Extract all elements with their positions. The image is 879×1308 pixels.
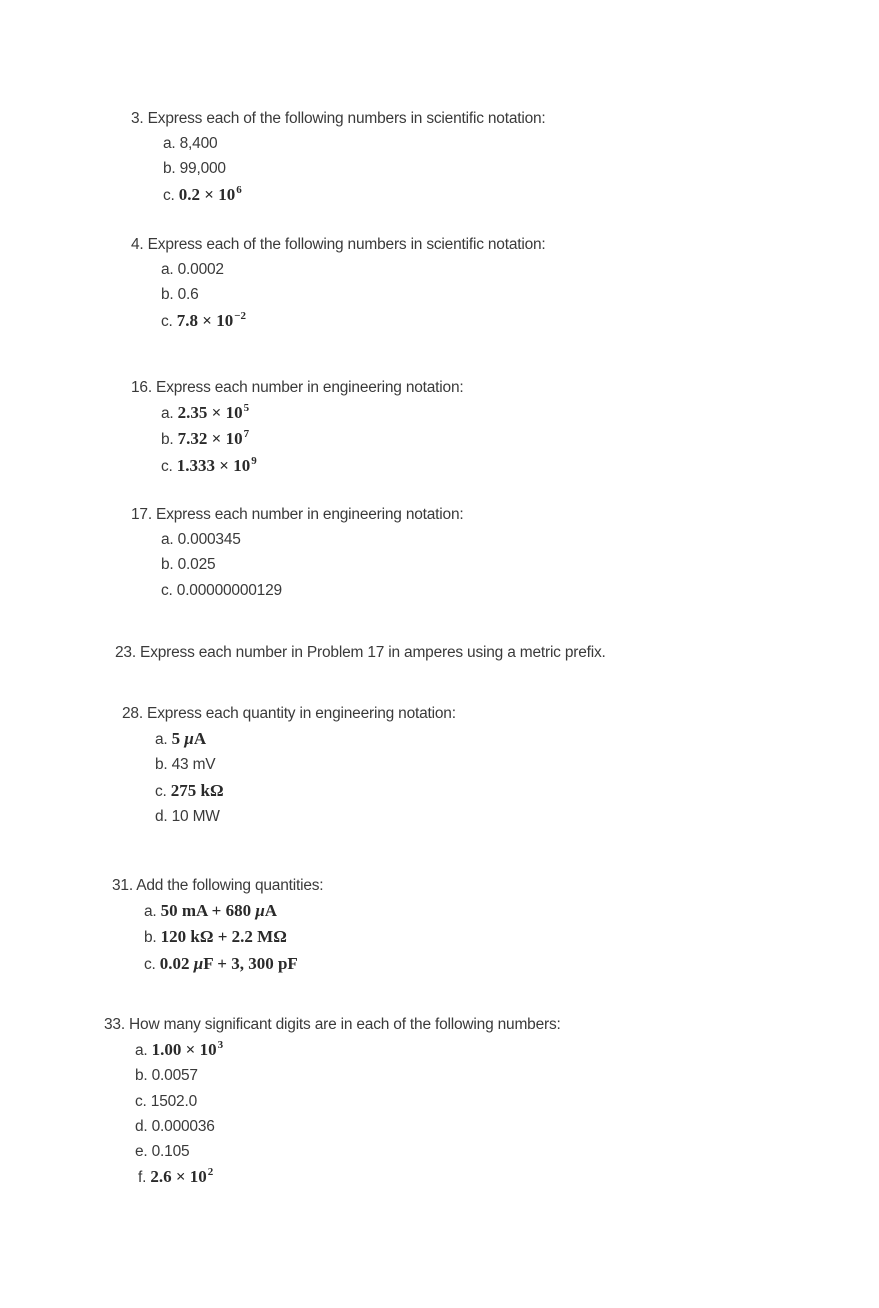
problem-17 bbox=[131, 502, 463, 603]
item-value: 43 mV bbox=[171, 756, 216, 774]
mantissa: 2.6 × 10 bbox=[150, 1167, 207, 1187]
problem-33-item-e bbox=[135, 1139, 561, 1164]
problem-28 bbox=[122, 701, 456, 829]
item-math bbox=[178, 429, 249, 448]
item-value: 0.6 bbox=[177, 286, 199, 304]
exponent: −2 bbox=[234, 309, 246, 322]
item-label: d. bbox=[135, 1117, 148, 1135]
problem-3 bbox=[131, 106, 546, 208]
item-math bbox=[172, 729, 207, 748]
mantissa: 0.2 × 10 bbox=[178, 184, 236, 204]
item-value: 0.0002 bbox=[177, 261, 224, 279]
item-label: d. bbox=[155, 807, 168, 825]
item-label: a. bbox=[163, 135, 176, 153]
problem-31-item-b bbox=[144, 924, 323, 950]
exponent: 3 bbox=[217, 1039, 224, 1052]
problem-33-item-a bbox=[135, 1037, 561, 1063]
item-label: a. bbox=[155, 731, 168, 749]
item-math bbox=[177, 311, 246, 330]
item-label: f. bbox=[138, 1169, 147, 1187]
problem-17-question: 17. Express each number in engineering notation: bbox=[131, 506, 464, 523]
item-label: c. bbox=[163, 186, 175, 204]
problem-16 bbox=[131, 375, 463, 479]
item-math bbox=[152, 1040, 223, 1059]
problem-33-item-d bbox=[135, 1114, 561, 1139]
item-label: c. bbox=[161, 457, 173, 475]
problem-16-item-a bbox=[161, 400, 463, 426]
problem-3-item-b bbox=[163, 156, 546, 181]
problem-4-item-b bbox=[161, 282, 546, 307]
item-label: c. bbox=[155, 782, 167, 800]
exponent: 5 bbox=[243, 402, 250, 415]
item-math: 275 kΩ bbox=[170, 780, 224, 800]
problem-16-items bbox=[131, 400, 463, 479]
item-math: 120 kΩ + 2.2 MΩ bbox=[160, 927, 287, 947]
problem-3-question: 3. Express each of the following numbers in scientific notation: bbox=[131, 110, 546, 127]
item-math bbox=[177, 456, 257, 475]
problem-4-item-c bbox=[161, 308, 546, 334]
problem-31-item-c bbox=[144, 951, 323, 977]
mantissa: 7.32 × 10 bbox=[177, 429, 243, 449]
mu-symbol: μ bbox=[193, 953, 204, 973]
problem-4-items bbox=[131, 257, 546, 334]
item-label: b. bbox=[163, 160, 176, 178]
problem-33-items bbox=[104, 1037, 561, 1190]
problem-33-question: 33. How many significant digits are in each of the following numbers: bbox=[104, 1016, 561, 1033]
item-value: 0.000036 bbox=[151, 1117, 215, 1135]
item-math bbox=[160, 954, 298, 973]
problem-28-item-c bbox=[155, 778, 456, 804]
problem-16-item-b bbox=[161, 426, 463, 452]
item-label: a. bbox=[161, 531, 174, 549]
item-label: b. bbox=[161, 286, 174, 304]
mantissa: 7.8 × 10 bbox=[176, 310, 234, 330]
item-label: a. bbox=[144, 903, 157, 921]
mu-symbol: μ bbox=[255, 901, 265, 921]
problem-4 bbox=[131, 232, 546, 334]
item-label: a. bbox=[135, 1042, 148, 1060]
item-label: c. bbox=[144, 955, 156, 973]
item-label: b. bbox=[135, 1067, 148, 1085]
item-label: b. bbox=[161, 431, 174, 449]
problem-23-question: 23. Express each number in Problem 17 in amperes using a metric prefix. bbox=[115, 644, 606, 661]
item-label: a. bbox=[161, 405, 174, 423]
problem-33-item-b bbox=[135, 1063, 561, 1088]
item-math bbox=[178, 403, 249, 422]
problem-23 bbox=[115, 640, 606, 665]
problem-17-item-c bbox=[161, 578, 463, 603]
item-value: 0.000345 bbox=[177, 531, 241, 549]
item-label: c. bbox=[161, 312, 173, 330]
item-label: c. bbox=[135, 1092, 147, 1110]
problem-17-item-a bbox=[161, 527, 463, 552]
item-math bbox=[150, 1167, 213, 1186]
item-value: 0.025 bbox=[177, 556, 216, 574]
item-label: e. bbox=[135, 1143, 148, 1161]
problem-28-question: 28. Express each quantity in engineering notation: bbox=[122, 705, 456, 722]
problem-4-item-a bbox=[161, 257, 546, 282]
problem-3-item-a bbox=[163, 131, 546, 156]
item-value: 0.00000000129 bbox=[176, 581, 282, 599]
mantissa: 1.00 × 10 bbox=[151, 1040, 217, 1060]
item-label: b. bbox=[155, 756, 168, 774]
problem-33-item-c bbox=[135, 1089, 561, 1114]
item-value: 99,000 bbox=[179, 160, 226, 178]
problem-4-question: 4. Express each of the following numbers in scientific notation: bbox=[131, 236, 546, 253]
mantissa: 1.333 × 10 bbox=[176, 455, 251, 475]
exponent: 9 bbox=[251, 454, 257, 467]
problem-28-items bbox=[122, 726, 456, 829]
problem-3-item-c bbox=[163, 182, 546, 208]
math-pre: 0.02 bbox=[159, 953, 194, 973]
problem-31-item-a bbox=[144, 898, 323, 924]
exponent: 6 bbox=[236, 183, 242, 196]
item-value: 1502.0 bbox=[150, 1092, 197, 1110]
item-value: 8,400 bbox=[179, 135, 218, 153]
exponent: 2 bbox=[207, 1166, 214, 1179]
item-value: 0.105 bbox=[151, 1143, 190, 1161]
problem-17-item-b bbox=[161, 552, 463, 577]
item-label: b. bbox=[161, 556, 174, 574]
problem-16-item-c bbox=[161, 453, 463, 479]
problem-28-item-b bbox=[155, 752, 456, 777]
math-post: F + 3, 300 pF bbox=[203, 953, 298, 973]
item-value: 0.0057 bbox=[151, 1067, 198, 1085]
problem-33 bbox=[104, 1012, 561, 1190]
problem-31 bbox=[112, 873, 323, 977]
problem-17-items bbox=[131, 527, 463, 603]
exponent: 7 bbox=[243, 428, 250, 441]
problem-28-item-d bbox=[155, 804, 456, 829]
item-value: 10 MW bbox=[171, 807, 220, 825]
item-math bbox=[179, 185, 242, 204]
problem-16-question: 16. Express each number in engineering notation: bbox=[131, 379, 464, 396]
math-pre: 50 mA + 680 bbox=[160, 901, 256, 921]
item-label: c. bbox=[161, 581, 173, 599]
problem-31-items bbox=[112, 898, 323, 977]
item-label: b. bbox=[144, 929, 157, 947]
mu-symbol: μ bbox=[184, 729, 194, 749]
mantissa: 2.35 × 10 bbox=[177, 403, 243, 423]
item-label: a. bbox=[161, 261, 174, 279]
item-math bbox=[161, 901, 277, 920]
problem-28-item-a bbox=[155, 726, 456, 752]
problem-31-question: 31. Add the following quantities: bbox=[112, 877, 324, 894]
math-pre: 5 bbox=[171, 729, 185, 749]
math-post: A bbox=[193, 729, 207, 749]
math-post: A bbox=[264, 901, 278, 921]
problem-3-items bbox=[131, 131, 546, 208]
problem-33-item-f bbox=[135, 1164, 561, 1190]
